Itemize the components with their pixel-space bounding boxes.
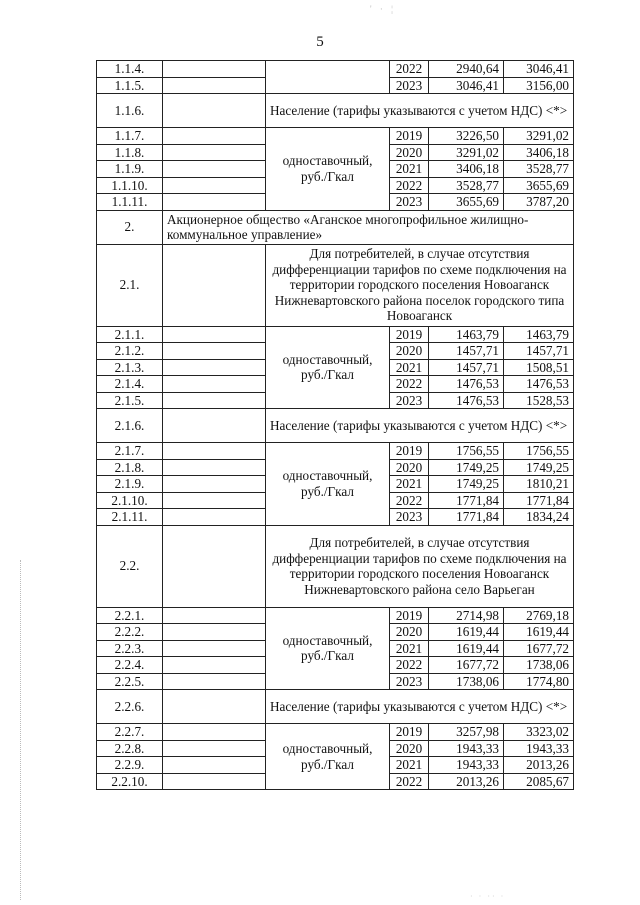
blank-cell xyxy=(163,624,266,641)
row-number: 1.1.5. xyxy=(97,77,163,94)
tariff-first-half-cell: 1771,84 xyxy=(429,492,504,509)
tariff-first-half-cell: 1749,25 xyxy=(429,459,504,476)
tariff-second-half-cell: 1810,21 xyxy=(504,476,574,493)
row-number: 2.1.9. xyxy=(97,476,163,493)
tariff-second-half-cell: 1943,33 xyxy=(504,740,574,757)
table-row xyxy=(97,607,574,624)
unit-label: одноставочный, руб./Гкал xyxy=(266,724,390,790)
row-number: 1.1.10. xyxy=(97,177,163,194)
tariff-first-half-cell: 1738,06 xyxy=(429,673,504,690)
blank-cell xyxy=(163,128,266,145)
tariff-first-half-cell: 1943,33 xyxy=(429,757,504,774)
tariff-second-half-cell: 2013,26 xyxy=(504,757,574,774)
scan-margin-line xyxy=(20,560,22,900)
tariff-first-half-cell: 1476,53 xyxy=(429,376,504,393)
row-number: 2.1.6. xyxy=(97,409,163,443)
table-row xyxy=(97,443,574,460)
blank-cell xyxy=(163,690,266,724)
tariff-first-half-cell: 3257,98 xyxy=(429,724,504,741)
tariff-second-half-cell: 3655,69 xyxy=(504,177,574,194)
blank-cell xyxy=(163,343,266,360)
year-cell: 2023 xyxy=(390,77,429,94)
row-number: 1.1.8. xyxy=(97,144,163,161)
blank-cell xyxy=(163,326,266,343)
year-cell: 2019 xyxy=(390,443,429,460)
blank-cell xyxy=(163,244,266,326)
year-cell: 2020 xyxy=(390,740,429,757)
year-cell: 2020 xyxy=(390,624,429,641)
row-number: 2.2.10. xyxy=(97,773,163,790)
tariff-second-half-cell: 1771,84 xyxy=(504,492,574,509)
row-number: 2.2.2. xyxy=(97,624,163,641)
tariff-first-half-cell: 3046,41 xyxy=(429,77,504,94)
tariff-second-half-cell: 3291,02 xyxy=(504,128,574,145)
year-cell: 2022 xyxy=(390,61,429,78)
year-cell: 2023 xyxy=(390,673,429,690)
row-number: 2.1.4. xyxy=(97,376,163,393)
blank-cell xyxy=(163,459,266,476)
tariff-second-half-cell: 1738,06 xyxy=(504,657,574,674)
year-cell: 2021 xyxy=(390,161,429,178)
tariff-second-half-cell: 1508,51 xyxy=(504,359,574,376)
blank-cell xyxy=(163,492,266,509)
year-cell: 2023 xyxy=(390,194,429,211)
row-number: 2.2.1. xyxy=(97,607,163,624)
tariff-first-half-cell: 1771,84 xyxy=(429,509,504,526)
blank-cell xyxy=(163,392,266,409)
row-number: 2.1.5. xyxy=(97,392,163,409)
table-row xyxy=(97,61,574,78)
row-number: 2.2.6. xyxy=(97,690,163,724)
tariff-first-half-cell: 1463,79 xyxy=(429,326,504,343)
year-cell: 2020 xyxy=(390,459,429,476)
row-number: 2.2.5. xyxy=(97,673,163,690)
row-number: 2.1.11. xyxy=(97,509,163,526)
table-row xyxy=(97,724,574,741)
year-cell: 2019 xyxy=(390,607,429,624)
year-cell: 2023 xyxy=(390,509,429,526)
unit-label: одноставочный, руб./Гкал xyxy=(266,326,390,409)
section-description: Для потребителей, в случае отсутствия дифференциации тарифов по схеме подключения на территории городского поселения Новоаганск Нижневартовского района поселок городского типа Новоаганск xyxy=(266,244,574,326)
year-cell: 2022 xyxy=(390,492,429,509)
tariff-first-half-cell: 1619,44 xyxy=(429,624,504,641)
blank-cell xyxy=(163,773,266,790)
tariff-second-half-cell: 3787,20 xyxy=(504,194,574,211)
blank-cell xyxy=(163,673,266,690)
year-cell: 2021 xyxy=(390,359,429,376)
tariff-second-half-cell: 1528,53 xyxy=(504,392,574,409)
row-number: 2.2.8. xyxy=(97,740,163,757)
blank-cell xyxy=(163,509,266,526)
section-description: Население (тарифы указываются с учетом НДС) <*> xyxy=(266,409,574,443)
table-row xyxy=(97,94,574,128)
tariff-first-half-cell: 3291,02 xyxy=(429,144,504,161)
year-cell: 2022 xyxy=(390,376,429,393)
table-row xyxy=(97,244,574,326)
section-description: Население (тарифы указываются с учетом НДС) <*> xyxy=(266,690,574,724)
tariff-second-half-cell: 3323,02 xyxy=(504,724,574,741)
blank-cell xyxy=(163,476,266,493)
table-row xyxy=(97,326,574,343)
year-cell: 2020 xyxy=(390,343,429,360)
scan-mark-bottom: · · ·· · xyxy=(470,892,506,901)
year-cell: 2020 xyxy=(390,144,429,161)
year-cell: 2022 xyxy=(390,773,429,790)
row-number: 1.1.11. xyxy=(97,194,163,211)
tariff-first-half-cell: 1756,55 xyxy=(429,443,504,460)
tariff-first-half-cell: 1677,72 xyxy=(429,657,504,674)
tariff-second-half-cell: 3406,18 xyxy=(504,144,574,161)
tariff-first-half-cell: 3655,69 xyxy=(429,194,504,211)
tariff-second-half-cell: 2085,67 xyxy=(504,773,574,790)
row-number: 1.1.9. xyxy=(97,161,163,178)
tariff-second-half-cell: 1457,71 xyxy=(504,343,574,360)
table-row xyxy=(97,210,574,244)
blank-cell xyxy=(163,94,266,128)
tariff-first-half-cell: 2013,26 xyxy=(429,773,504,790)
tariff-first-half-cell: 1749,25 xyxy=(429,476,504,493)
row-number: 2. xyxy=(97,210,163,244)
tariff-second-half-cell: 1774,80 xyxy=(504,673,574,690)
tariff-table-body xyxy=(97,61,574,790)
blank-cell xyxy=(163,194,266,211)
year-cell: 2021 xyxy=(390,476,429,493)
year-cell: 2023 xyxy=(390,392,429,409)
year-cell: 2021 xyxy=(390,757,429,774)
blank-cell xyxy=(163,740,266,757)
year-cell: 2019 xyxy=(390,724,429,741)
blank-cell xyxy=(163,443,266,460)
year-cell: 2019 xyxy=(390,128,429,145)
tariff-second-half-cell: 1619,44 xyxy=(504,624,574,641)
tariff-first-half-cell: 3226,50 xyxy=(429,128,504,145)
year-cell: 2022 xyxy=(390,177,429,194)
tariff-first-half-cell: 1476,53 xyxy=(429,392,504,409)
row-number: 2.2.7. xyxy=(97,724,163,741)
blank-cell xyxy=(163,409,266,443)
tariff-first-half-cell: 1619,44 xyxy=(429,640,504,657)
blank-cell xyxy=(163,77,266,94)
blank-cell xyxy=(163,177,266,194)
row-number: 2.1.10. xyxy=(97,492,163,509)
year-cell: 2019 xyxy=(390,326,429,343)
unit-label: одноставочный, руб./Гкал xyxy=(266,607,390,690)
blank-cell xyxy=(163,161,266,178)
year-cell: 2022 xyxy=(390,657,429,674)
blank-cell xyxy=(163,61,266,78)
table-row xyxy=(97,128,574,145)
tariff-first-half-cell: 2714,98 xyxy=(429,607,504,624)
section-description: Для потребителей, в случае отсутствия дифференциации тарифов по схеме подключения на территории городского поселения Новоаганск Нижневартовского района село Варьеган xyxy=(266,525,574,607)
row-number: 2.2.3. xyxy=(97,640,163,657)
section-description: Население (тарифы указываются с учетом НДС) <*> xyxy=(266,94,574,128)
tariff-second-half-cell: 3156,00 xyxy=(504,77,574,94)
unit-cell-empty xyxy=(266,61,390,94)
row-number: 1.1.4. xyxy=(97,61,163,78)
tariff-second-half-cell: 3528,77 xyxy=(504,161,574,178)
blank-cell xyxy=(163,525,266,607)
row-number: 1.1.7. xyxy=(97,128,163,145)
tariff-second-half-cell: 1463,79 xyxy=(504,326,574,343)
row-number: 2.1.7. xyxy=(97,443,163,460)
year-cell: 2021 xyxy=(390,640,429,657)
tariff-second-half-cell: 1749,25 xyxy=(504,459,574,476)
row-number: 2.2. xyxy=(97,525,163,607)
blank-cell xyxy=(163,640,266,657)
tariff-first-half-cell: 1457,71 xyxy=(429,359,504,376)
tariff-first-half-cell: 1457,71 xyxy=(429,343,504,360)
row-number: 2.2.4. xyxy=(97,657,163,674)
table-row xyxy=(97,409,574,443)
scan-mark-top: ' · ¦ xyxy=(370,4,396,14)
tariff-table xyxy=(96,60,574,790)
tariff-second-half-cell: 1834,24 xyxy=(504,509,574,526)
tariff-first-half-cell: 2940,64 xyxy=(429,61,504,78)
blank-cell xyxy=(163,657,266,674)
blank-cell xyxy=(163,724,266,741)
unit-label: одноставочный, руб./Гкал xyxy=(266,128,390,211)
tariff-second-half-cell: 2769,18 xyxy=(504,607,574,624)
unit-label: одноставочный, руб./Гкал xyxy=(266,443,390,526)
row-number: 2.1. xyxy=(97,244,163,326)
tariff-second-half-cell: 1677,72 xyxy=(504,640,574,657)
table-row xyxy=(97,525,574,607)
tariff-first-half-cell: 3528,77 xyxy=(429,177,504,194)
row-number: 2.1.8. xyxy=(97,459,163,476)
tariff-first-half-cell: 1943,33 xyxy=(429,740,504,757)
organization-name: Акционерное общество «Аганское многопрофильное жилищно-коммунальное управление» xyxy=(163,210,574,244)
blank-cell xyxy=(163,359,266,376)
tariff-second-half-cell: 3046,41 xyxy=(504,61,574,78)
row-number: 2.2.9. xyxy=(97,757,163,774)
tariff-second-half-cell: 1756,55 xyxy=(504,443,574,460)
table-row xyxy=(97,690,574,724)
blank-cell xyxy=(163,376,266,393)
blank-cell xyxy=(163,757,266,774)
blank-cell xyxy=(163,607,266,624)
row-number: 2.1.2. xyxy=(97,343,163,360)
row-number: 1.1.6. xyxy=(97,94,163,128)
page-number: 5 xyxy=(316,34,324,50)
row-number: 2.1.3. xyxy=(97,359,163,376)
row-number: 2.1.1. xyxy=(97,326,163,343)
tariff-second-half-cell: 1476,53 xyxy=(504,376,574,393)
blank-cell xyxy=(163,144,266,161)
tariff-first-half-cell: 3406,18 xyxy=(429,161,504,178)
